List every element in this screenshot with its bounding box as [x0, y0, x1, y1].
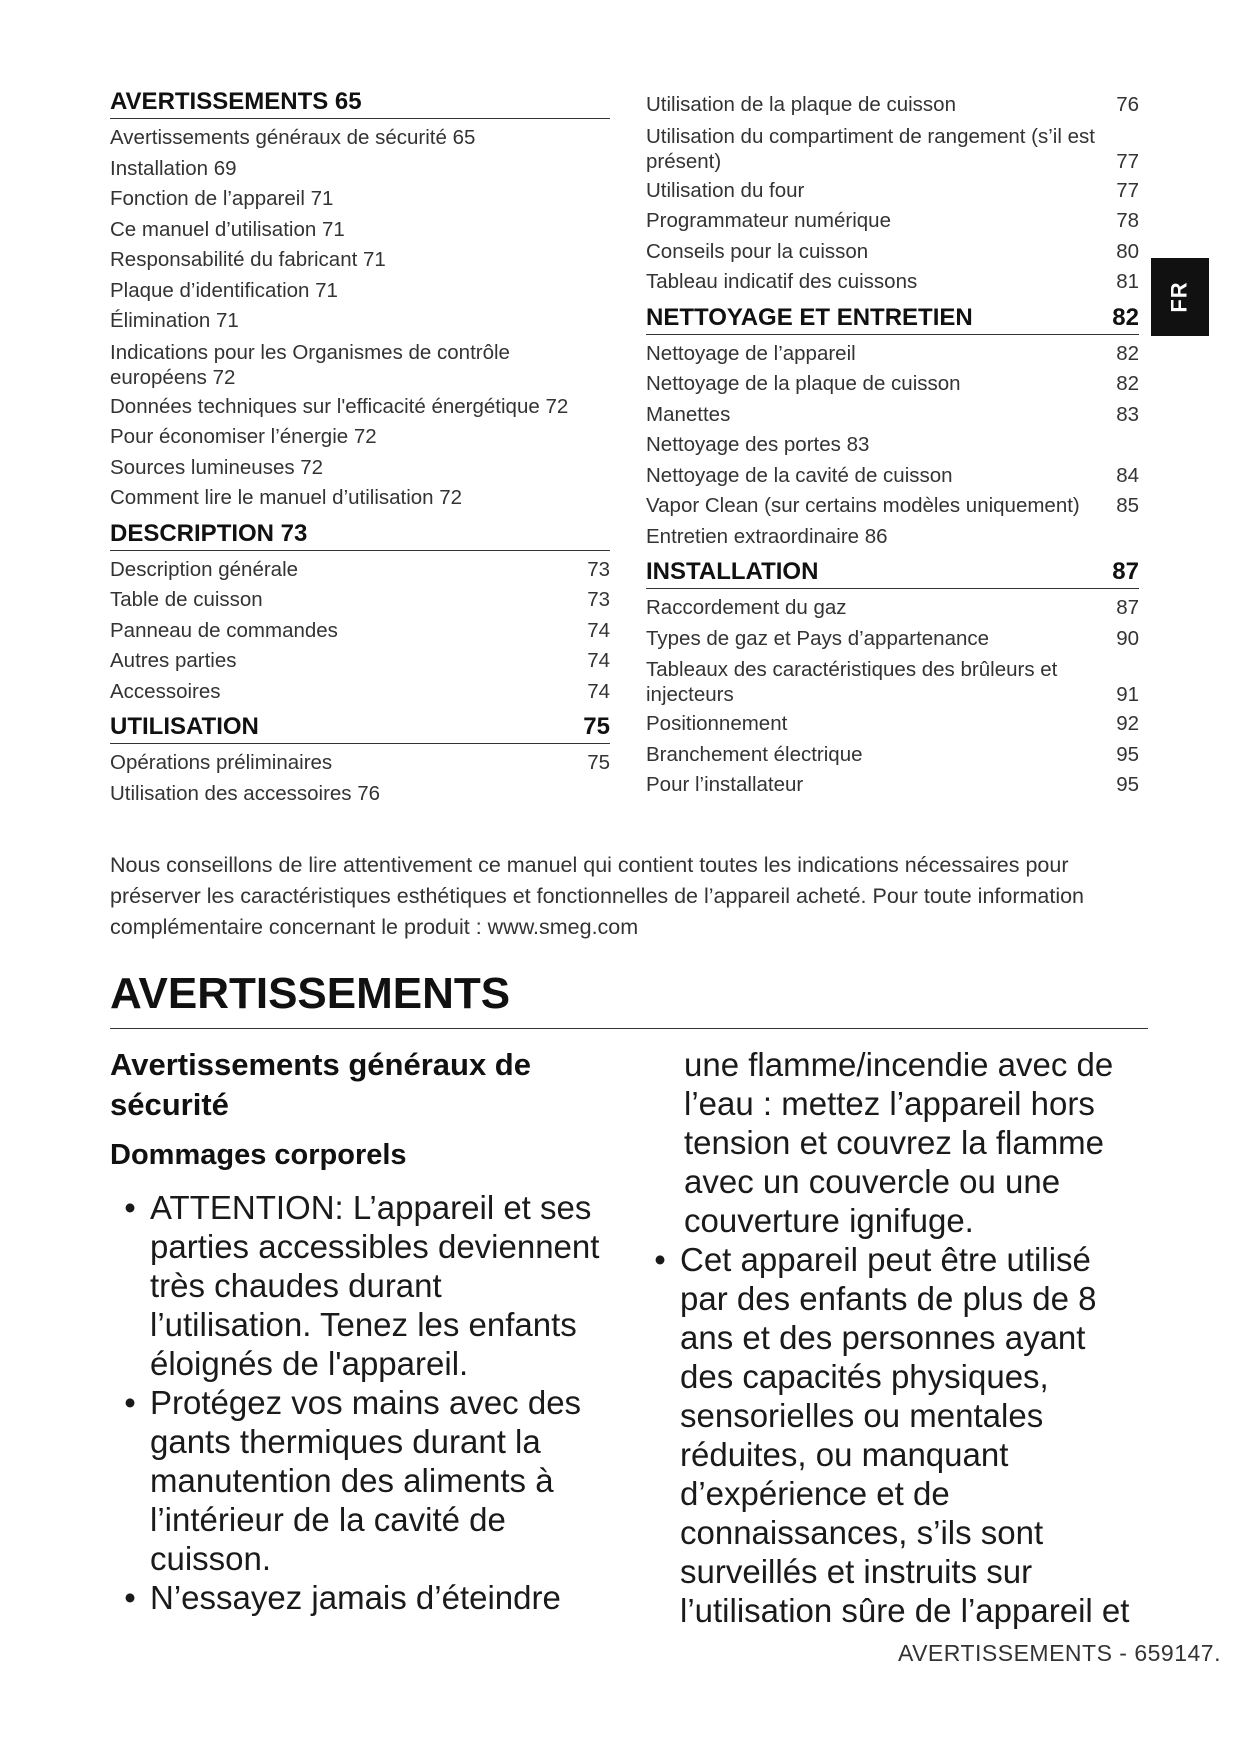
toc-entry-title: Vapor Clean (sur certains modèles uniquement) [646, 494, 1080, 517]
toc-entry[interactable] [110, 154, 610, 185]
toc-entry-page: 76 [1116, 93, 1139, 116]
toc-entry-title: Plaque d’identification 71 [110, 278, 338, 302]
toc-entry-page: 95 [1116, 742, 1139, 766]
toc-heading-page: 75 [583, 713, 610, 740]
toc-entry-title: Positionnement [646, 712, 788, 735]
bullet-item [640, 1240, 1140, 1630]
toc-entry-title: Entretien extraordinaire 86 [646, 524, 888, 548]
toc-heading-label: INSTALLATION [646, 558, 819, 585]
toc-entry-title: Sources lumineuses 72 [110, 455, 324, 479]
toc-entry-title: Indications pour les Organismes de contrôle européens 72 [110, 340, 510, 389]
toc-right-column [646, 90, 1139, 801]
toc-entry[interactable] [110, 483, 610, 514]
toc-entry[interactable] [646, 206, 1139, 237]
language-tab [1151, 258, 1209, 336]
toc-entry-page: 80 [1116, 239, 1139, 263]
toc-entry-title: Nettoyage de la plaque de cuisson [646, 372, 961, 395]
toc-entry[interactable] [110, 276, 610, 307]
toc-entry[interactable] [110, 779, 610, 810]
toc-entry-title: Programmateur numérique [646, 209, 891, 232]
toc-entry[interactable] [646, 237, 1139, 268]
toc-heading-installation[interactable] [646, 558, 1139, 589]
toc-entry[interactable] [646, 593, 1139, 624]
toc-entry[interactable] [646, 770, 1139, 801]
toc-entry[interactable] [110, 306, 610, 337]
toc-entry-page: 91 [1116, 683, 1139, 706]
toc-entry[interactable] [110, 555, 610, 586]
toc-entry[interactable] [110, 245, 610, 276]
toc-entry-title: Description générale [110, 557, 299, 581]
toc-heading-label: AVERTISSEMENTS 65 [110, 88, 362, 115]
toc-entry[interactable] [110, 616, 610, 647]
toc-entry[interactable] [110, 646, 610, 677]
toc-entry-page: 81 [1116, 270, 1139, 293]
bullet-text: N’essayez jamais d’éteindre [150, 1579, 561, 1616]
toc-entry[interactable] [110, 392, 610, 423]
bullet-icon: • [124, 1384, 136, 1421]
toc-entry-title: Comment lire le manuel d’utilisation 72 [110, 486, 463, 509]
toc-entry-title: Avertissements généraux de sécurité 65 [110, 126, 476, 149]
toc-entry-title: Types de gaz et Pays d’appartenance [646, 626, 990, 650]
bullet-icon: • [654, 1241, 666, 1278]
toc-entry[interactable] [110, 215, 610, 246]
toc-entry-title: Pour l’installateur [646, 773, 804, 796]
toc-heading-label: DESCRIPTION 73 [110, 519, 308, 547]
page-title: AVERTISSEMENTS [110, 968, 1148, 1029]
bullet-item [110, 1188, 610, 1383]
intro-paragraph: Nous conseillons de lire attentivement ce manuel qui contient toutes les indications nécessaires pour préserver les caractéristiques esthétiques et fonctionnelles de l’appareil acheté. Pour toute information complémentaire concernant le produit : www.smeg.com [110, 853, 1085, 939]
body-column-right [640, 1045, 1140, 1630]
toc-heading-utilisation[interactable] [110, 713, 610, 744]
toc-entry-page: 77 [1116, 178, 1139, 202]
toc-entry[interactable] [110, 184, 610, 215]
toc-entry-title: Nettoyage de l’appareil [646, 341, 856, 365]
toc-entry-title: Nettoyage des portes 83 [646, 433, 870, 456]
toc-entry-page: 82 [1116, 372, 1139, 395]
bullet-icon: • [124, 1579, 136, 1616]
toc-entry-page: 75 [587, 751, 610, 774]
continued-paragraph: une flamme/incendie avec de l’eau : mettez l’appareil hors tension et couvrez la flamme avec un couvercle ou une couverture ignifuge. [684, 1046, 1114, 1239]
bullet-text: Protégez vos mains avec des gants thermiques durant la manutention des aliments à l’intérieur de la cavité de cuisson. [150, 1384, 582, 1577]
toc-heading-avertissements[interactable] [110, 88, 610, 119]
toc-entry-title: Conseils pour la cuisson [646, 239, 869, 263]
subsection-title: Dommages corporels [110, 1139, 407, 1171]
toc-entry-title: Fonction de l’appareil 71 [110, 187, 334, 210]
toc-entry[interactable] [646, 369, 1139, 400]
toc-heading-description[interactable] [110, 520, 610, 551]
toc-entry-title: Accessoires [110, 679, 221, 703]
toc-entry-title: Raccordement du gaz [646, 596, 847, 619]
toc-entry-page: 92 [1116, 712, 1139, 735]
toc-entry[interactable] [646, 430, 1139, 461]
toc-entry-page: 78 [1116, 209, 1139, 232]
toc-entry-page: 84 [1116, 463, 1139, 487]
toc-entry-page: 77 [1116, 149, 1139, 173]
bullet-icon: • [124, 1189, 136, 1226]
bullet-text: Cet appareil peut être utilisé par des enfants de plus de 8 ans et des personnes ayant des capacités physiques, sensorielles ou mentales réduites, ou manquant d’expérience et de connaissances, s’ils sont surveillés et instruits sur l’utilisation sûre de l’appareil et [680, 1241, 1130, 1629]
toc-entry-title: Utilisation des accessoires 76 [110, 781, 381, 805]
toc-entry-page: 73 [587, 588, 610, 611]
toc-entry-title: Ce manuel d’utilisation 71 [110, 217, 345, 241]
toc-entry-page: 74 [587, 679, 610, 703]
toc-entry[interactable] [646, 491, 1139, 522]
toc-entry[interactable] [646, 400, 1139, 431]
language-tab-label: FR [1166, 281, 1192, 313]
toc-entry-title: Manettes [646, 402, 731, 426]
page-footer: AVERTISSEMENTS - 659147. [897, 1640, 1221, 1666]
toc-entry-page: 82 [1116, 341, 1139, 365]
toc-entry[interactable] [646, 522, 1139, 553]
toc-entry-page: 74 [587, 618, 610, 642]
toc-entry-title: Utilisation du four [646, 178, 805, 202]
toc-entry-page: 90 [1116, 626, 1139, 650]
toc-entry[interactable] [110, 453, 610, 484]
toc-entry-title: Autres parties [110, 649, 237, 672]
toc-heading-label: UTILISATION [110, 713, 259, 740]
toc-entry[interactable] [646, 740, 1139, 771]
toc-entry[interactable] [646, 461, 1139, 492]
toc-entry-title: Table de cuisson [110, 588, 263, 611]
toc-entry-page: 87 [1116, 596, 1139, 619]
toc-entry[interactable] [110, 585, 610, 616]
toc-entry-title: Utilisation du compartiment de rangement (s’il est présent) [646, 124, 1095, 173]
toc-entry-title: Tableaux des caractéristiques des brûleurs et injecteurs [646, 658, 1058, 706]
toc-heading-page: 82 [1112, 303, 1139, 331]
toc-entry[interactable] [646, 176, 1139, 207]
toc-entry-page: 95 [1116, 773, 1139, 796]
toc-entry[interactable] [646, 709, 1139, 740]
toc-entry[interactable] [646, 90, 1139, 121]
toc-entry[interactable] [110, 422, 610, 453]
toc-entry-page: 74 [587, 649, 610, 672]
toc-heading-nettoyage[interactable] [646, 304, 1139, 335]
toc-entry-title: Panneau de commandes [110, 618, 338, 642]
toc-entry-title: Installation 69 [110, 156, 237, 180]
toc-entry-title: Utilisation de la plaque de cuisson [646, 93, 956, 116]
toc-entry[interactable] [110, 337, 610, 392]
toc-entry[interactable] [110, 123, 610, 154]
body-column-left [110, 1188, 610, 1617]
toc-heading-label: NETTOYAGE ET ENTRETIEN [646, 303, 973, 331]
toc-entry-page: 85 [1116, 494, 1139, 517]
toc-entry[interactable] [646, 624, 1139, 655]
toc-entry-title: Tableau indicatif des cuissons [646, 270, 918, 293]
section-title: Avertissements généraux de sécurité [110, 1047, 531, 1122]
toc-entry-title: Nettoyage de la cavité de cuisson [646, 463, 953, 487]
toc-entry-title: Opérations préliminaires [110, 751, 333, 774]
toc-entry[interactable] [110, 677, 610, 708]
bullet-item [110, 1578, 610, 1617]
bullet-text: ATTENTION: L’appareil et ses parties accessibles deviennent très chaudes durant l’utilisation. Tenez les enfants éloignés de l'appareil. [150, 1189, 600, 1382]
toc-entry[interactable] [646, 654, 1139, 709]
toc-entry-page: 73 [587, 557, 610, 581]
toc-entry-title: Branchement électrique [646, 742, 863, 766]
toc-entry-title: Pour économiser l’énergie 72 [110, 425, 377, 448]
toc-heading-page: 87 [1112, 558, 1139, 585]
toc-entry-title: Élimination 71 [110, 309, 239, 332]
toc-entry[interactable] [646, 121, 1139, 176]
toc-left-column [110, 88, 610, 809]
toc-entry-title: Données techniques sur l'efficacité énergétique 72 [110, 394, 569, 418]
bullet-item [110, 1383, 610, 1578]
toc-entry[interactable] [110, 748, 610, 779]
toc-entry[interactable] [646, 339, 1139, 370]
toc-entry-page: 83 [1116, 402, 1139, 426]
toc-entry[interactable] [646, 267, 1139, 298]
toc-entry-title: Responsabilité du fabricant 71 [110, 248, 386, 271]
